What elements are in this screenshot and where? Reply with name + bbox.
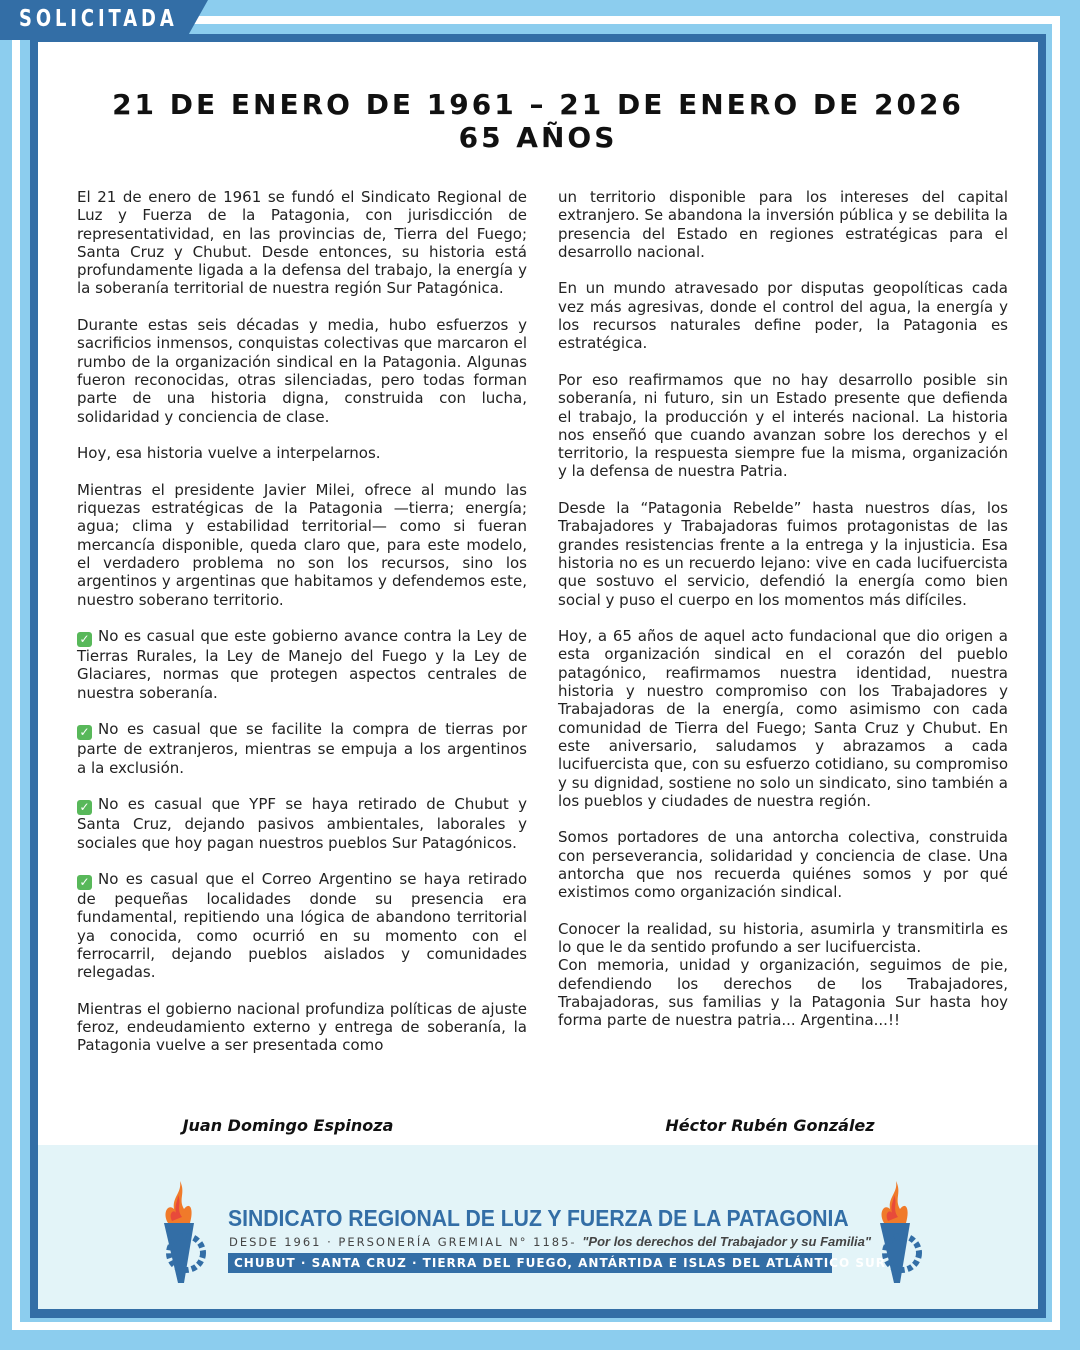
signature-name: Juan Domingo Espinoza: [182, 1116, 394, 1135]
paragraph-text: En un mundo atravesado por disputas geopolíticas cada vez más agresivas, donde el control del agua, la energía y los recursos naturales define poder, la Patagonia es estratégica.: [558, 279, 1008, 353]
paragraph-text: Por eso reafirmamos que no hay desarrollo posible sin soberanía, ni futuro, sin un Estado presente que defienda el trabajo, la producción y el interés nacional. La historia nos enseñó que cuando avanzan sobre los derechos y el territorio, la respuesta siempre fue la misma, organización y la defensa de nuestra Patria.: [558, 370, 1008, 481]
paragraph: [77, 720, 527, 777]
page-title: [38, 88, 1038, 154]
paragraph: [558, 499, 1008, 609]
paragraph-text: Mientras el gobierno nacional profundiza políticas de ajuste feroz, endeudamiento externo y entrega de soberanía, la Patagonia vuelve a ser presentada como: [77, 999, 527, 1055]
title-dates: 21 DE ENERO DE 1961 – 21 DE ENERO DE 2026: [112, 88, 964, 121]
paragraph-text: Desde la “Patagonia Rebelde” hasta nuestros días, los Trabajadores y Trabajadoras fuimos protagonistas de las grandes resistencias frente a la entrega y la injusticia. Esa historia no es un recuerdo lejano: vive en cada lucifuercista que sostuvo el servicio, defendió la energía como bien social y puso el cuerpo en los momentos más difíciles.: [558, 499, 1008, 609]
solicitada-label: SOLICITADA: [19, 6, 178, 32]
paragraph: [77, 627, 527, 702]
paragraph-text: Somos portadores de una antorcha colectiva, construida con perseverancia, solidaridad y conciencia de clase. Una antorcha que nos recuerda quiénes somos y por qué existimos como organización sindical.: [558, 828, 1008, 902]
union-regions: CHUBUT · SANTA CRUZ · TIERRA DEL FUEGO, ANTÁRTIDA E ISLAS DEL ATLÁNTICO SUR: [228, 1253, 832, 1273]
paragraph: [558, 279, 1008, 352]
title-anniversary: 65 AÑOS: [458, 121, 618, 154]
union-subtitle: [229, 1234, 871, 1249]
paragraph: [558, 920, 1008, 957]
union-name: SINDICATO REGIONAL DE LUZ Y FUERZA DE LA PATAGONIA: [228, 1205, 849, 1231]
union-motto: "Por los derechos del Trabajador y su Familia": [582, 1234, 872, 1249]
torch-gear-logo-icon: [866, 1179, 930, 1289]
check-mark-icon: ✓: [77, 725, 92, 740]
union-registration: DESDE 1961 · PERSONERÍA GREMIAL N° 1185-: [229, 1235, 577, 1249]
paragraph: [77, 481, 527, 609]
paragraph-text: No es casual que se facilite la compra de tierras por parte de extranjeros, mientras se empuja a los argentinos a la exclusión.: [77, 720, 527, 777]
paragraph-text: Mientras el presidente Javier Milei, ofrece al mundo las riquezas estratégicas de la Patagonia —tierra; energía; agua; clima y estabilidad territorial— como si fueran mercancía disponible, queda claro que, para este modelo, el verdadero problema no son los recursos, sino los argentinos y argentinas que habitamos y defendemos este, nuestro soberano territorio.: [77, 480, 527, 609]
paragraph-text: Conocer la realidad, su historia, asumirla y transmitirla es lo que le da sentido profundo a ser lucifuercista.: [558, 919, 1008, 957]
check-mark-icon: ✓: [77, 875, 92, 890]
paragraph-text: No es casual que el Correo Argentino se haya retirado de pequeñas localidades donde su presencia era fundamental, repitiendo una lógica de abandono territorial ya conocida, como ocurrió en su momento con el ferrocarril, dejando pueblos aislados y comunidades relegadas.: [77, 870, 527, 982]
check-mark-icon: ✓: [77, 632, 92, 647]
paragraph: [558, 627, 1008, 810]
paragraph-text: Con memoria, unidad y organización, seguimos de pie, defendiendo los derechos de los Trabajadores, Trabajadoras, sus familias y la Patagonia Sur hasta hoy forma parte de nuestra patria... Argentina...!!: [558, 956, 1008, 1030]
paragraph: [77, 316, 527, 426]
paragraph-text: Hoy, esa historia vuelve a interpelarnos.: [77, 444, 381, 463]
paragraph: [558, 371, 1008, 481]
check-mark-icon: ✓: [77, 800, 92, 815]
paragraph: [77, 795, 527, 852]
paragraph-text: un territorio disponible para los intereses del capital extranjero. Se abandona la inversión pública y se debilita la presencia del Estado en regiones estratégicas para el desarrollo nacional.: [558, 188, 1008, 261]
paragraph-text: No es casual que este gobierno avance contra la Ley de Tierras Rurales, la Ley de Manejo del Fuego y la Ley de Glaciares, normas que protegen aspectos centrales de nuestra soberanía.: [77, 627, 527, 702]
right-column: [558, 188, 1008, 1048]
paragraph: [77, 870, 527, 981]
paragraph: [558, 956, 1008, 1029]
paragraph-text: No es casual que YPF se haya retirado de Chubut y Santa Cruz, dejando pasivos ambientales, laborales y sociales que hoy pagan nuestros pueblos Sur Patagónicos.: [77, 795, 527, 852]
union-footer: [38, 1144, 1038, 1309]
paragraph: [558, 828, 1008, 901]
paragraph: [558, 188, 1008, 261]
paragraph: [77, 444, 527, 462]
paragraph: [77, 1000, 527, 1055]
torch-gear-logo-icon: [150, 1179, 214, 1289]
paragraph-text: Hoy, a 65 años de aquel acto fundacional que dio origen a esta organización sindical en el corazón del pueblo patagónico, reafirmamos nuestra identidad, nuestra historia y nuestro compromiso con los Trabajadores y Trabajadoras de la energía, como asimismo con cada comunidad de Tierra del Fuego; Santa Cruz y Chubut. En este aniversario, saludamos y abrazamos a cada lucifuercista que, con su esfuerzo cotidiano, su compromiso y su dignidad, sostiene no solo un sindicato, sino también a los pueblos y ciudades de nuestra región.: [558, 627, 1008, 810]
paragraph-text: El 21 de enero de 1961 se fundó el Sindicato Regional de Luz y Fuerza de la Patagonia, con jurisdicción de representatividad, en las provincias de, Tierra del Fuego; Santa Cruz y Chubut. Desde entonces, su historia está profundamente ligada a la defensa del trabajo, la energía y la soberanía territorial de nuestra región Sur Patagónica.: [77, 188, 527, 298]
paragraph: [77, 188, 527, 298]
signature-name: Héctor Rubén González: [665, 1116, 875, 1135]
paragraph-text: Durante estas seis décadas y media, hubo esfuerzos y sacrificios inmensos, conquistas colectivas que marcaron el rumbo de la organización sindical en la Patagonia. Algunas fueron reconocidas, otras silenciadas, pero todas forman parte de una historia digna, construida con lucha, solidaridad y conciencia de clase.: [77, 316, 527, 426]
document-page: [38, 42, 1038, 1308]
left-column: [77, 188, 527, 1073]
